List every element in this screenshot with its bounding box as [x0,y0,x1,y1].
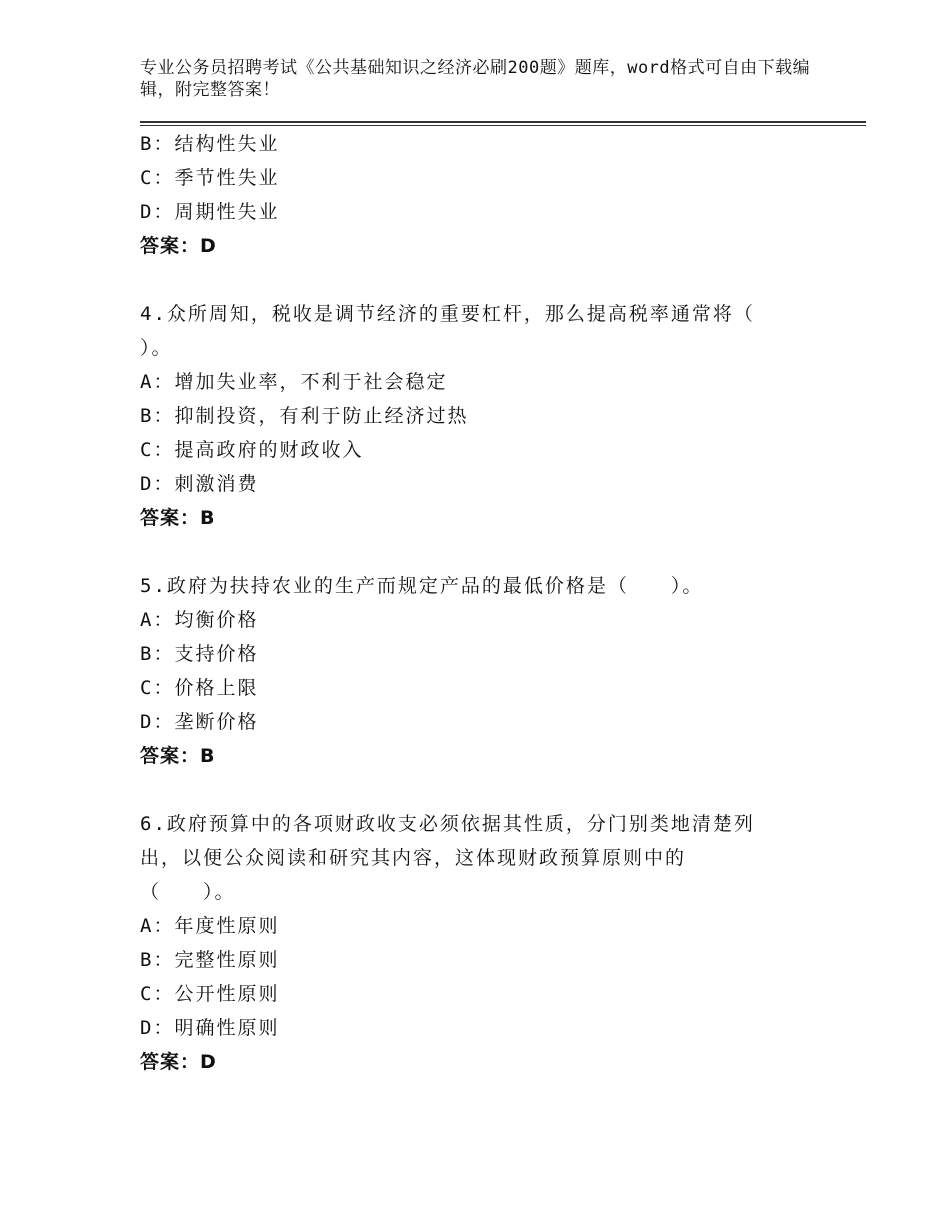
spacer [140,773,790,807]
answer-line: 答案：D [140,235,217,257]
option-c: C：价格上限 [140,677,259,699]
question-stem-line: 6.政府预算中的各项财政收支必须依据其性质，分门别类地清楚列 [140,813,755,835]
option-d: D：明确性原则 [140,1017,280,1039]
previous-question-tail [140,127,790,263]
question-stem-line: 5.政府为扶持农业的生产而规定产品的最低价格是（ ）。 [140,575,704,597]
option-b: B：结构性失业 [140,133,280,155]
spacer [140,535,790,569]
question-stem-line: 出，以便公众阅读和研究其内容，这体现财政预算原则中的 [140,847,687,869]
question-6 [140,807,790,1079]
option-a: A：均衡价格 [140,609,259,631]
option-d: D：周期性失业 [140,201,280,223]
question-4 [140,297,790,535]
answer-line: 答案：B [140,507,216,529]
document-header: 专业公务员招聘考试《公共基础知识之经济必刷200题》题库，word格式可自由下载编辑，附完整答案！ [140,58,811,100]
question-stem-line: 4.众所周知，税收是调节经济的重要杠杆，那么提高税率通常将（ [140,303,755,325]
option-c: C：季节性失业 [140,167,280,189]
option-d: D：垄断价格 [140,711,259,733]
question-stem-line: （ ）。 [140,881,236,903]
option-c: C：公开性原则 [140,983,280,1005]
option-b: B：支持价格 [140,643,259,665]
option-d: D：刺激消费 [140,473,259,495]
spacer [140,263,790,297]
option-a: A：增加失业率，不利于社会稳定 [140,371,448,393]
option-a: A：年度性原则 [140,915,280,937]
option-b: B：完整性原则 [140,949,280,971]
question-stem-line: ）。 [140,337,173,359]
question-5 [140,569,790,773]
header-divider-thick [140,121,866,123]
answer-line: 答案：D [140,1051,217,1073]
answer-line: 答案：B [140,745,216,767]
option-b: B：抑制投资，有利于防止经济过热 [140,405,469,427]
option-c: C：提高政府的财政收入 [140,439,364,461]
header-divider-thin [140,125,866,126]
question-content [140,127,790,1079]
